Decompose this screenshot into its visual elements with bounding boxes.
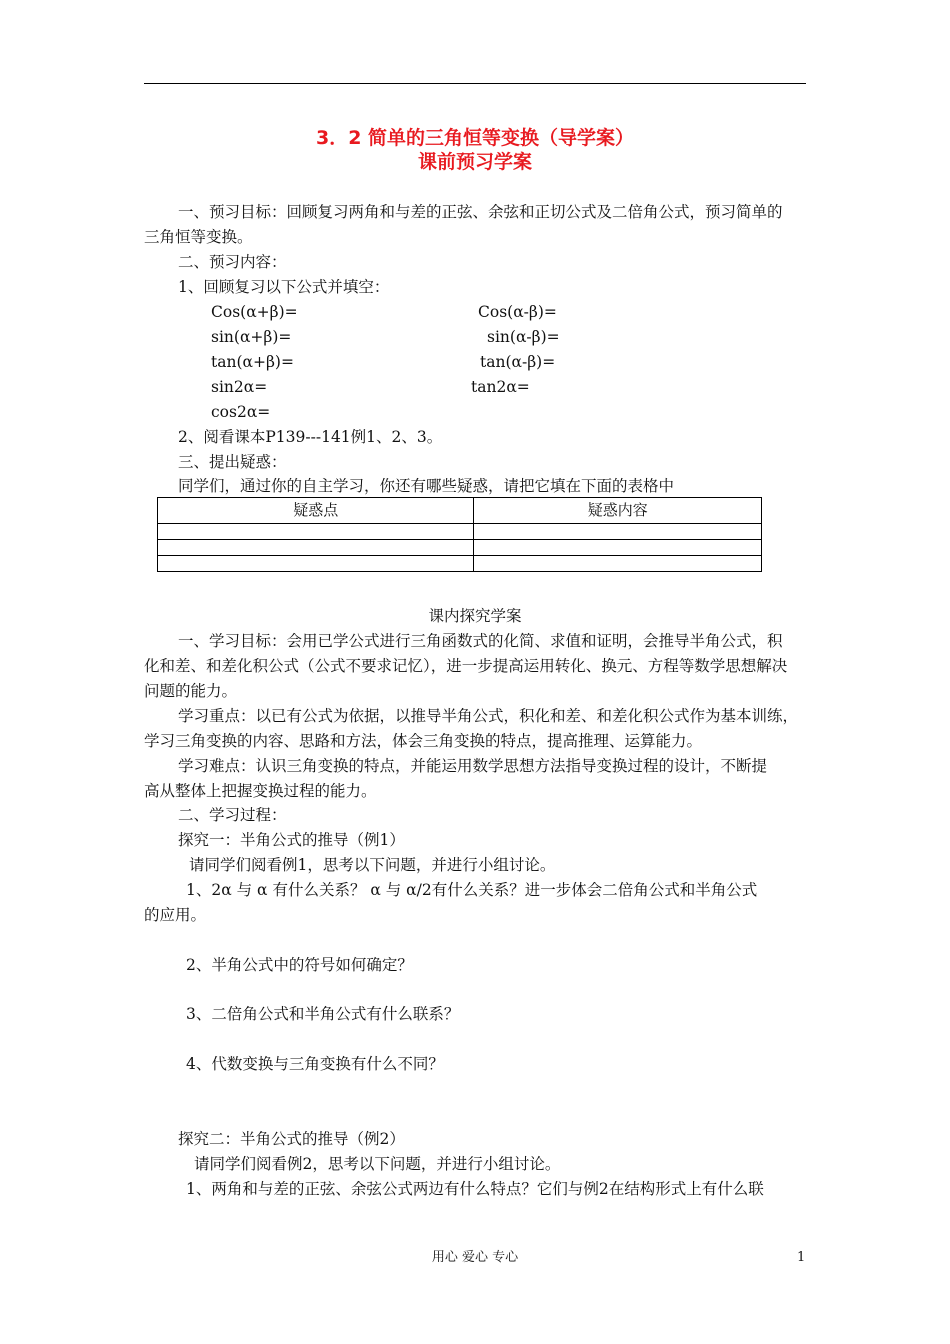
formula-tan-sum: tan(α+β)= bbox=[211, 353, 294, 371]
table-cell[interactable] bbox=[474, 556, 762, 572]
explore2-question1: 1、两角和与差的正弦、余弦公式两边有什么特点？它们与例2在结构形式上有什么联 bbox=[186, 1180, 764, 1198]
table-row bbox=[158, 524, 762, 540]
explore2-title: 探究二：半角公式的推导（例2） bbox=[178, 1130, 405, 1148]
key-point-line1: 学习重点：以已有公式为依据，以推导半角公式，积化和差、和差化积公式作为基本训练， bbox=[178, 707, 799, 725]
explore1-question4: 4、代数变换与三角变换有什么不同？ bbox=[186, 1055, 444, 1073]
table-cell[interactable] bbox=[474, 524, 762, 540]
formula-sin-sum: sin(α+β)= bbox=[211, 328, 292, 346]
table-header-row bbox=[158, 498, 762, 524]
header-rule bbox=[144, 83, 806, 84]
formula-tan-diff: tan(α-β)= bbox=[480, 353, 556, 371]
table-cell[interactable] bbox=[158, 540, 474, 556]
preview-item1: 1、回顾复习以下公式并填空： bbox=[178, 278, 390, 296]
formula-tan2a: tan2α= bbox=[471, 378, 530, 396]
formula-cos-diff: Cos(α-β)= bbox=[478, 303, 557, 321]
preview-goal-line1: 一、预习目标：回顾复习两角和与差的正弦、余弦和正切公式及二倍角公式，预习简单的 bbox=[178, 203, 783, 221]
doubt-table bbox=[157, 497, 762, 572]
table-cell[interactable] bbox=[474, 540, 762, 556]
table-cell[interactable] bbox=[158, 556, 474, 572]
section-title-preview: 课前预习学案 bbox=[417, 151, 532, 173]
explore1-question3: 3、二倍角公式和半角公式有什么联系？ bbox=[186, 1005, 460, 1023]
inclass-goal-line3: 问题的能力。 bbox=[144, 682, 238, 700]
preview-item2: 2、阅看课本P139---141例1、2、3。 bbox=[178, 428, 443, 446]
section-title-inclass: 课内探究学案 bbox=[428, 607, 522, 625]
process-heading: 二、学习过程： bbox=[178, 806, 287, 824]
inclass-goal-line1: 一、学习目标：会用已学公式进行三角函数式的化简、求值和证明，会推导半角公式，积 bbox=[178, 632, 783, 650]
explore2-intro: 请同学们阅看例2，思考以下问题，并进行小组讨论。 bbox=[194, 1155, 561, 1173]
table-header-doubt-content: 疑惑内容 bbox=[474, 498, 762, 524]
explore1-question2: 2、半角公式中的符号如何确定？ bbox=[186, 956, 413, 974]
page-number: 1 bbox=[797, 1250, 806, 1265]
preview-content-heading: 二、预习内容： bbox=[178, 253, 287, 271]
doubt-heading: 三、提出疑惑： bbox=[178, 453, 287, 471]
doubt-intro: 同学们，通过你的自主学习，你还有哪些疑惑，请把它填在下面的表格中 bbox=[178, 477, 675, 495]
explore1-question1-line2: 的应用。 bbox=[144, 906, 207, 924]
formula-cos2a: cos2α= bbox=[211, 403, 271, 421]
table-row bbox=[158, 556, 762, 572]
explore1-intro: 请同学们阅看例1，思考以下问题，并进行小组讨论。 bbox=[189, 856, 556, 874]
difficulty-line1: 学习难点：认识三角变换的特点，并能运用数学思想方法指导变换过程的设计，不断提 bbox=[178, 757, 768, 775]
formula-sin-diff: sin(α-β)= bbox=[487, 328, 560, 346]
explore1-question1-line1: 1、2α 与 α 有什么关系？ α 与 α/2有什么关系？进一步体会二倍角公式和半角公式 bbox=[186, 881, 758, 899]
explore1-title: 探究一：半角公式的推导（例1） bbox=[178, 831, 405, 849]
footer-text: 用心 爱心 专心 bbox=[431, 1250, 519, 1265]
preview-goal-line2: 三角恒等变换。 bbox=[144, 228, 253, 246]
difficulty-line2: 高从整体上把握变换过程的能力。 bbox=[144, 782, 377, 800]
inclass-goal-line2: 化和差、和差化积公式（公式不要求记忆），进一步提高运用转化、换元、方程等数学思想解决 bbox=[144, 657, 788, 675]
document-title: 3．2 简单的三角恒等变换（导学案） bbox=[315, 127, 635, 149]
key-point-line2: 学习三角变换的内容、思路和方法，体会三角变换的特点，提高推理、运算能力。 bbox=[144, 732, 703, 750]
table-cell[interactable] bbox=[158, 524, 474, 540]
table-header-doubt-point: 疑惑点 bbox=[158, 498, 474, 524]
formula-sin2a: sin2α= bbox=[211, 378, 268, 396]
table-row bbox=[158, 540, 762, 556]
formula-cos-sum: Cos(α+β)= bbox=[211, 303, 298, 321]
